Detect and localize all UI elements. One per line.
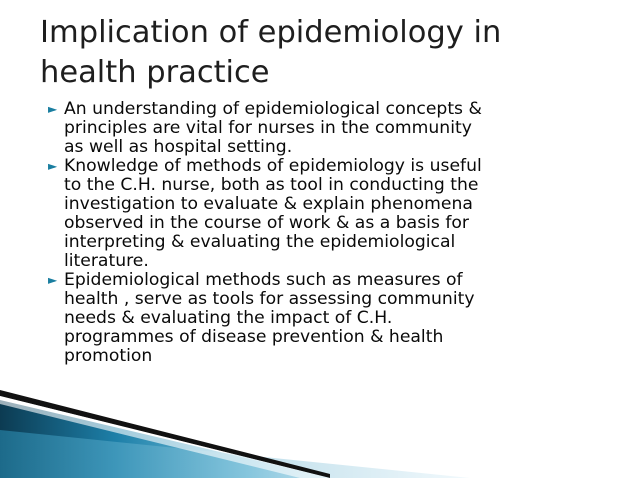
bullet-3-line-2: health , serve as tools for assessing community xyxy=(64,289,475,309)
bullet-2-line-6: literature. xyxy=(64,251,149,271)
bullet-2-line-4: observed in the course of work & as a basis for xyxy=(64,213,469,233)
bullet-2-line-5: interpreting & evaluating the epidemiological xyxy=(64,232,456,252)
bullet-2-line-2: to the C.H. nurse, both as tool in conducting the xyxy=(64,175,479,195)
bullet-1-line-1: An understanding of epidemiological concepts & xyxy=(64,99,482,119)
bullet-1-line-3: as well as hospital setting. xyxy=(64,137,293,157)
bullet-3-line-1: Epidemiological methods such as measures of xyxy=(64,270,463,290)
bullet-item-2 xyxy=(48,157,608,271)
slide-title xyxy=(40,13,600,93)
arrow-bullet-icon: ► xyxy=(48,159,58,173)
slide-title-line-2: health practice xyxy=(40,55,270,90)
bullet-3-line-3: needs & evaluating the impact of C.H. xyxy=(64,308,393,328)
slide-title-line-1: Implication of epidemiology in xyxy=(40,15,502,50)
bullet-item-1 xyxy=(48,100,608,157)
arrow-bullet-icon: ► xyxy=(48,102,58,116)
arrow-bullet-icon: ► xyxy=(48,273,58,287)
bullet-2-line-1: Knowledge of methods of epidemiology is useful xyxy=(64,156,482,176)
bullet-item-3 xyxy=(48,271,608,366)
bullet-3-line-5: promotion xyxy=(64,346,153,366)
bullet-3-line-4: programmes of disease prevention & health xyxy=(64,327,444,347)
bullet-2-line-3: investigation to evaluate & explain phenomena xyxy=(64,194,473,214)
bullet-list xyxy=(48,100,608,366)
bottom-decorative-swoosh xyxy=(0,390,638,478)
bullet-1-line-2: principles are vital for nurses in the community xyxy=(64,118,472,138)
